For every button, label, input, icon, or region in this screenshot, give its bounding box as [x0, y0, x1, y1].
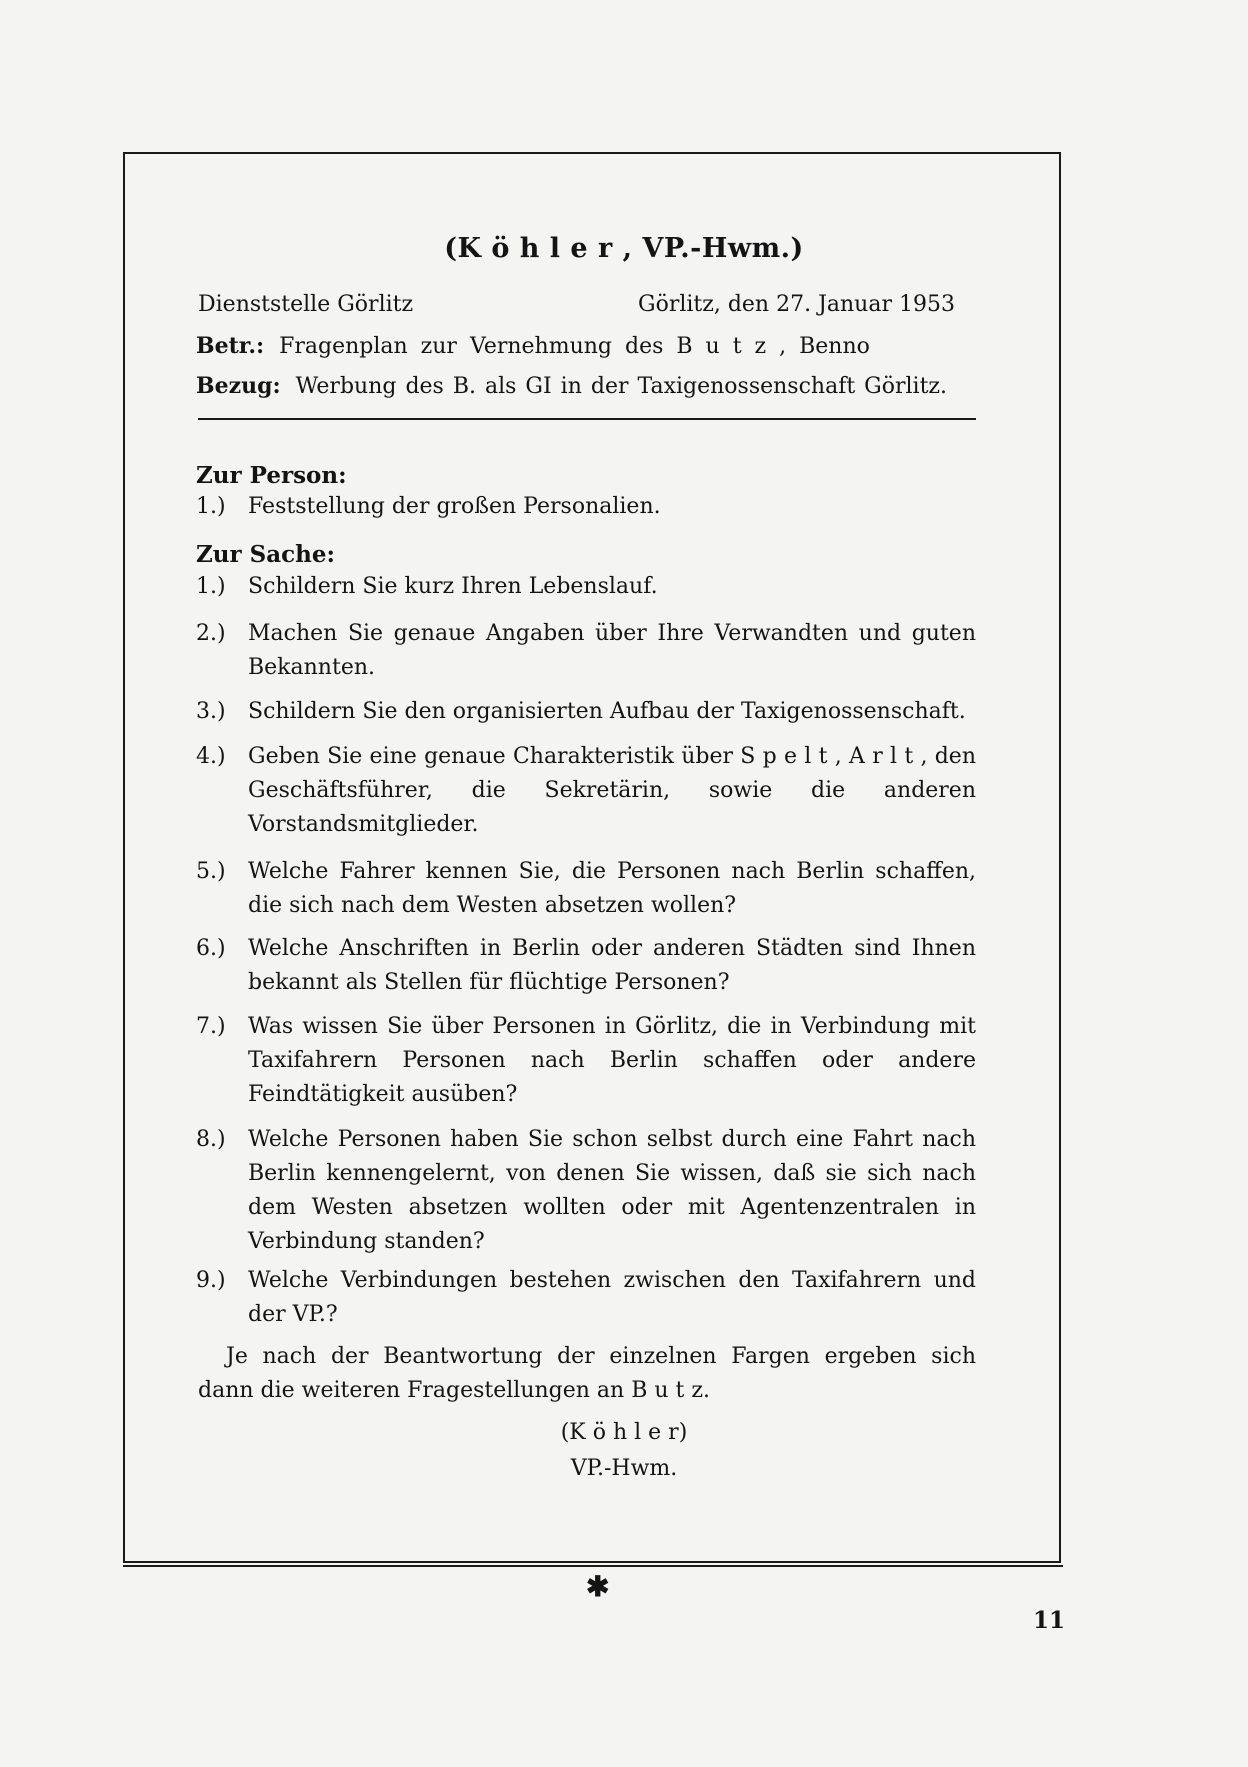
item-number: 7.) — [196, 1014, 226, 1039]
item-text: Schildern Sie kurz Ihren Lebenslauf. — [248, 574, 658, 599]
reference-label: Bezug: — [196, 373, 281, 399]
signature-rank: VP.-Hwm. — [570, 1456, 678, 1481]
subject-line — [196, 333, 870, 360]
item-text: Welche Verbindungen bestehen zwischen den Taxifahrern und der VP.? — [248, 1268, 976, 1327]
item-number: 3.) — [196, 699, 226, 724]
item-number: 2.) — [196, 621, 226, 646]
item-number: 1.) — [196, 494, 226, 519]
item-text: Geben Sie eine genaue Charakteristik über S p e l t , A r l t , den Geschäftsführer, die Sekretärin, sowie die anderen Vorstandsmitglieder. — [248, 744, 976, 837]
subject-text: Fragenplan zur Vernehmung des B u t z , Benno — [279, 334, 870, 359]
section-person-heading: Zur Person: — [196, 462, 347, 489]
item-number: 5.) — [196, 859, 226, 884]
item-text: Machen Sie genaue Angaben über Ihre Verwandten und guten Bekannten. — [248, 621, 976, 680]
item-number: 8.) — [196, 1127, 226, 1152]
header-divider — [198, 418, 976, 420]
asterisk-ornament: ✱ — [586, 1570, 610, 1603]
item-number: 4.) — [196, 744, 226, 769]
office-name: Dienststelle Görlitz — [198, 292, 414, 317]
reference-text: Werbung des B. als GI in der Taxigenossenschaft Görlitz. — [295, 374, 948, 399]
place-date: Görlitz, den 27. Januar 1953 — [638, 292, 955, 317]
section-sache-heading: Zur Sache: — [196, 541, 335, 568]
closing-paragraph: Je nach der Beantwortung der einzelnen Fargen ergeben sich dann die weiteren Fragestellungen an B u t z. — [198, 1344, 976, 1403]
item-number: 9.) — [196, 1268, 226, 1293]
item-text: Was wissen Sie über Personen in Görlitz, die in Verbindung mit Taxifahrern Personen nach Berlin schaffen oder andere Feindtätigkeit ausüben? — [248, 1014, 976, 1107]
item-text: Welche Fahrer kennen Sie, die Personen nach Berlin schaffen, die sich nach dem Westen absetzen wollen? — [248, 859, 976, 918]
reference-line — [196, 373, 947, 400]
item-text: Feststellung der großen Personalien. — [248, 494, 661, 519]
signature-name: (K ö h l e r) — [560, 1420, 688, 1445]
item-text: Schildern Sie den organisierten Aufbau der Taxigenossenschaft. — [248, 699, 966, 724]
document-title: (K ö h l e r , VP.-Hwm.) — [444, 233, 804, 264]
item-text: Welche Anschriften in Berlin oder anderen Städten sind Ihnen bekannt als Stellen für flüchtige Personen? — [248, 936, 976, 995]
frame-bottom-rule — [123, 1565, 1063, 1567]
subject-label: Betr.: — [196, 333, 265, 359]
item-text: Welche Personen haben Sie schon selbst durch eine Fahrt nach Berlin kennengelernt, von denen Sie wissen, daß sie sich nach dem Westen absetzen wollten oder mit Agentenzentralen in Verbindung standen? — [248, 1127, 976, 1254]
item-number: 6.) — [196, 936, 226, 961]
item-number: 1.) — [196, 574, 226, 599]
page-number: 11 — [1033, 1607, 1066, 1634]
